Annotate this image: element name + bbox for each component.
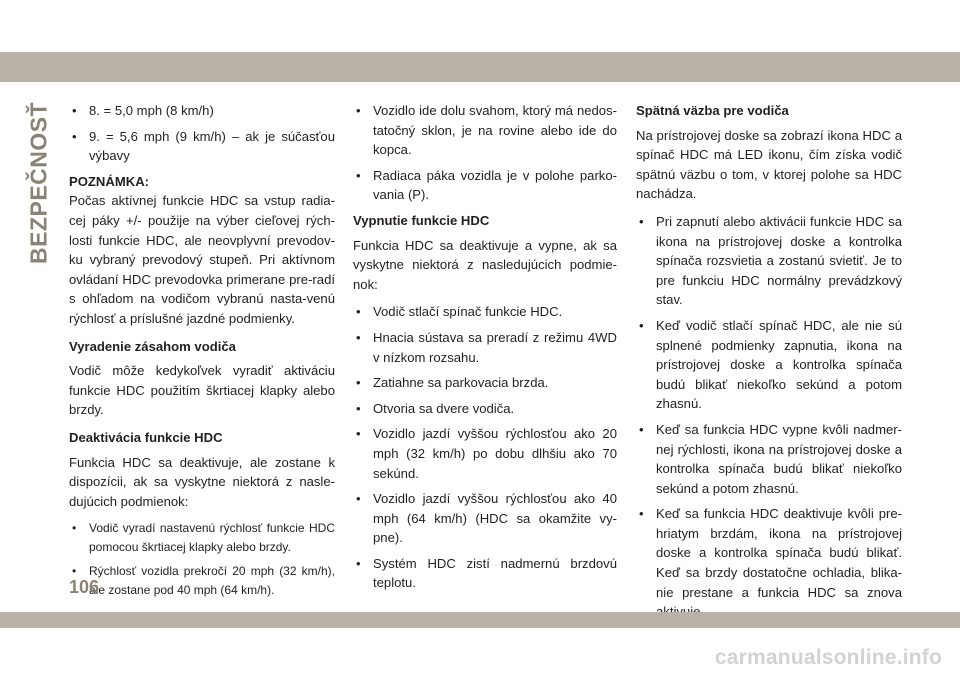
list-item: • Zatiahne sa parkovacia brzda. [353,373,617,393]
note-heading: POZNÁMKA: [69,173,150,189]
paragraph-override: Vodič môže kedykoľvek vyradiť aktiváciu funkcie HDC použitím škrtiacej klapky alebo brzdy. [69,363,335,418]
header-band [0,52,960,82]
list-item: • Vodič vyradí nastavenú rýchlosť funkcie HDC pomocou škrtiacej klapky alebo brzdy. [69,519,335,556]
paragraph-feedback: Na prístrojovej doske sa zobrazí ikona HDC a spínač HDC má LED ikonu, čím získa vodič spätnú väzbu o tom, v ktorej polohe sa HDC nachádza. [636,127,902,202]
heading-override: Vyradenie zásahom vodiča [69,338,236,354]
paragraph-deactivation: Funkcia HDC sa deaktivuje, ale zostane k dispozícii, ak sa vyskytne niektorá z nasle-dujúcich podmienok: [69,454,335,509]
list-item: • Vozidlo jazdí vyššou rýchlosťou ako 40 mph (64 km/h) (HDC sa okamžite vy-pne). [353,489,617,548]
column-2 [353,101,617,599]
list-item: • Pri zapnutí alebo aktivácii funkcie HDC sa ikona na prístrojovej doske a kontrolka spínača rozsvietia a zostanú svietiť. Je to pre funkciu HDC normálny prevádzkový stav. [636,212,902,310]
list-item: • Keď vodič stlačí spínač HDC, ale nie sú splnené podmienky zapnutia, ikona na prístrojovej doske a kontrolka spínača budú blikať niekoľko sekúnd a potom zhasnú. [636,316,902,414]
footer-band [0,612,960,628]
watermark: carmanualsonline.info [714,646,942,669]
list-item: • Vozidlo jazdí vyššou rýchlosťou ako 20 mph (32 km/h) po dobu dlhšiu ako 70 sekúnd. [353,424,617,483]
list-item: • 9. = 5,6 mph (9 km/h) – ak je súčasťou výbavy [69,127,335,166]
paragraph-off: Funkcia HDC sa deaktivuje a vypne, ak sa vyskytne niektorá z nasledujúcich podmie-nok: [353,237,617,292]
list-item: • Keď sa funkcia HDC vypne kvôli nadmer-nej rýchlosti, ikona na prístrojovej doske a kontrolka spínača budú blikať niekoľko sekúnd a potom zhasnú. [636,420,902,498]
list-item: • Vozidlo ide dolu svahom, ktorý má nedos-tatočný sklon, je na rovine alebo ide do kopca. [353,101,617,160]
list-item: • Radiaca páka vozidla je v polohe parko-vania (P). [353,166,617,205]
list-item: • Hnacia sústava sa preradí z režimu 4WD v nízkom rozsahu. [353,328,617,367]
list-item: • 8. = 5,0 mph (8 km/h) [69,101,335,121]
list-item: • Rýchlosť vozidla prekročí 20 mph (32 km/h), ale zostane pod 40 mph (64 km/h). [69,562,335,599]
list-item: • Keď sa funkcia HDC deaktivuje kvôli pre-hriatym brzdám, ikona na prístrojovej doske a kontrolka spínača budú blikať. Keď sa brzdy dostatočne ochladia, blika-nie prestane a funkcia HDC sa znova [636,504,902,622]
list-item: • Systém HDC zistí nadmernú brzdovú teplotu. [353,554,617,593]
column-1 [69,101,335,605]
heading-deactivation: Deaktivácia funkcie HDC [69,429,223,445]
page-number: 106 [69,577,100,597]
list-item: • Otvoria sa dvere vodiča. [353,399,617,419]
heading-off: Vypnutie funkcie HDC [353,212,490,228]
column-3 [636,101,902,628]
heading-feedback: Spätná väzba pre vodiča [636,103,789,118]
note-text: Počas aktívnej funkcie HDC sa vstup radia-cej páky +/- použije na výber cieľovej rých-losti funkcie HDC, ale neovplyvní prevodov-ku vybraný prevodový stupeň. Pri aktívnom ovládaní HDC prevodovka primerane pre-radí s ohľadom na vodičom vybranú nasta-venú rýchlosť a príslušné jazdné podmienky. [69,193,335,326]
section-title: BEZPEČNOSŤ [25,101,52,264]
list-item: • Vodič stlačí spínač funkcie HDC. [353,302,617,322]
